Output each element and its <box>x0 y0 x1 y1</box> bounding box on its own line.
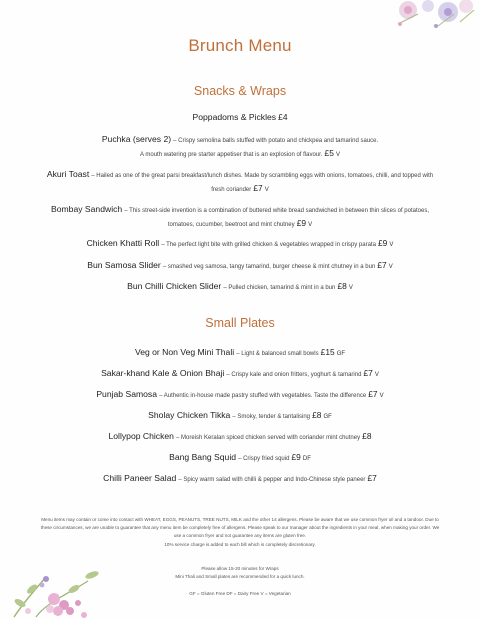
menu-item <box>0 409 480 423</box>
menu-item <box>0 237 480 251</box>
item-name: Bun Chilli Chicken Slider <box>127 281 222 291</box>
section-heading-snacks: Snacks & Wraps <box>193 84 287 98</box>
item-name: Sholay Chicken Tikka <box>148 410 231 420</box>
menu-item <box>0 346 480 360</box>
item-dietary-tag: V <box>308 222 313 228</box>
item-description: – Light & balanced small bowls <box>236 351 319 357</box>
item-name: Sakar-khand Kale & Onion Bhaji <box>101 368 225 378</box>
item-price: £9 <box>296 218 307 228</box>
item-description: – Hailed as one of the great parsi breakfast/lunch dishes. Made by scrambling eggs with onions, tomatoes, chilli, and topped with <box>91 173 434 179</box>
floral-decoration-bottom <box>6 559 110 619</box>
item-description: fresh coriander <box>211 187 252 193</box>
allergen-text: Menu items may contain or come into contact with WHEAT, EGGS, PEANUTS, TREE NUTS, MILK and the other 14 allergens. Please be aware that we use common fryer oil and a tandoor. Due to these circumstances, we are unable to guarantee that any menu item be completely free of allergens. Please speak to our manager about the ingredients in your meal, when making your order. We use a common fryer and not guarantee any items are gluten free. <box>40 517 440 539</box>
item-price: £4 <box>278 112 288 122</box>
item-description: – Pulled chicken, tamarind & mint in a bun <box>223 285 336 291</box>
item-price: £8 <box>312 410 322 420</box>
item-dietary-tag: DF <box>302 456 311 462</box>
item-description: – Moreish Keralan spiced chicken served with coriander mint chutney <box>176 435 361 441</box>
item-description: – Crispy semolina balls stuffed with potato and chickpea and tamarind sauce. <box>173 138 379 144</box>
item-dietary-tag: V <box>379 393 384 399</box>
menu-item <box>0 430 480 444</box>
menu-item <box>0 451 480 465</box>
menu-title: Brunch Menu <box>188 36 292 55</box>
item-name: Poppadoms & Pickles <box>192 112 277 122</box>
menu-item <box>0 388 480 402</box>
item-description: – Spicy warm salad with chilli & pepper and Indo-Chinese style paneer <box>178 477 366 483</box>
item-price: £7 <box>253 183 263 193</box>
menu-item <box>30 168 450 196</box>
item-name: Bun Samosa Slider <box>87 260 161 270</box>
item-dietary-tag: V <box>374 372 379 378</box>
item-description: – Smoky, tender & tantalising <box>232 414 311 420</box>
item-name: Chicken Khatti Roll <box>86 238 160 248</box>
wait-time-text: Please allow 15-20 minutes for Wraps <box>201 566 279 571</box>
menu-item <box>0 472 480 486</box>
timing-notice <box>80 565 400 581</box>
item-name: Chilli Paneer Salad <box>103 473 177 483</box>
item-price: £7 <box>367 473 377 483</box>
item-dietary-tag: V <box>264 187 269 193</box>
section-heading-small-plates: Small Plates <box>205 316 275 330</box>
item-dietary-tag: V <box>335 152 340 158</box>
item-price: £9 <box>291 452 301 462</box>
item-description: A mouth watering pre starter appetiser that is an explosion of flavour. <box>140 152 323 158</box>
item-dietary-tag: V <box>388 264 393 270</box>
item-description: – This street-side invention is a combination of buttered white bread sandwiched in between thin slices of potatoes, <box>124 208 429 214</box>
item-price: £7 <box>368 389 378 399</box>
item-price: £8 <box>362 431 372 441</box>
item-price: £15 <box>320 347 335 357</box>
item-description: – The perfect light bite with grilled chicken & vegetables wrapped in crispy parata <box>161 242 376 248</box>
item-name: Veg or Non Veg Mini Thali <box>134 347 235 357</box>
item-dietary-tag: GF <box>323 414 332 420</box>
menu-item <box>0 259 480 273</box>
item-price: £8 <box>337 281 347 291</box>
item-name: Bombay Sandwich <box>51 204 123 214</box>
menu-item <box>40 133 440 161</box>
menu-item <box>0 111 480 124</box>
item-name: Puchka (serves 2) <box>101 134 172 144</box>
allergen-notice <box>38 516 442 549</box>
item-name: Bang Bang Squid <box>169 452 237 462</box>
item-price: £7 <box>363 368 373 378</box>
menu-item <box>34 203 446 231</box>
item-dietary-tag: GF <box>336 351 346 357</box>
item-dietary-tag: V <box>348 285 353 291</box>
item-dietary-tag: V <box>389 242 394 248</box>
item-description: – Crispy kale and onion fritters, yoghurt & tamarind <box>226 372 362 378</box>
dietary-key: GF = Gluten Free DF = Dairy Free V = Vegetarian <box>189 591 291 596</box>
item-price: £7 <box>377 260 387 270</box>
item-description: – smashed veg samosa, tangy tamarind, burger cheese & mint chutney in a bun <box>162 264 376 270</box>
item-name: Lollypop Chicken <box>108 431 174 441</box>
item-description: – Authentic in-house made pastry stuffed with vegetables. Taste the difference <box>159 393 367 399</box>
item-price: £9 <box>378 238 388 248</box>
item-name: Akuri Toast <box>46 169 90 179</box>
item-description: tomatoes, cucumber, beetroot and mint chutney <box>167 222 295 228</box>
item-description: – Crispy fried squid <box>238 456 290 462</box>
item-name: Punjab Samosa <box>96 389 157 399</box>
recommendation-text: Mini Thali and Small plates are recommended for a quick lunch. <box>175 574 305 580</box>
floral-decoration-top <box>388 0 480 34</box>
menu-item <box>0 367 480 381</box>
service-charge-text: 10% service charge is added to each bill which is completely discretionary. <box>164 541 316 547</box>
item-price: £5 <box>324 148 334 158</box>
menu-item <box>0 280 480 294</box>
